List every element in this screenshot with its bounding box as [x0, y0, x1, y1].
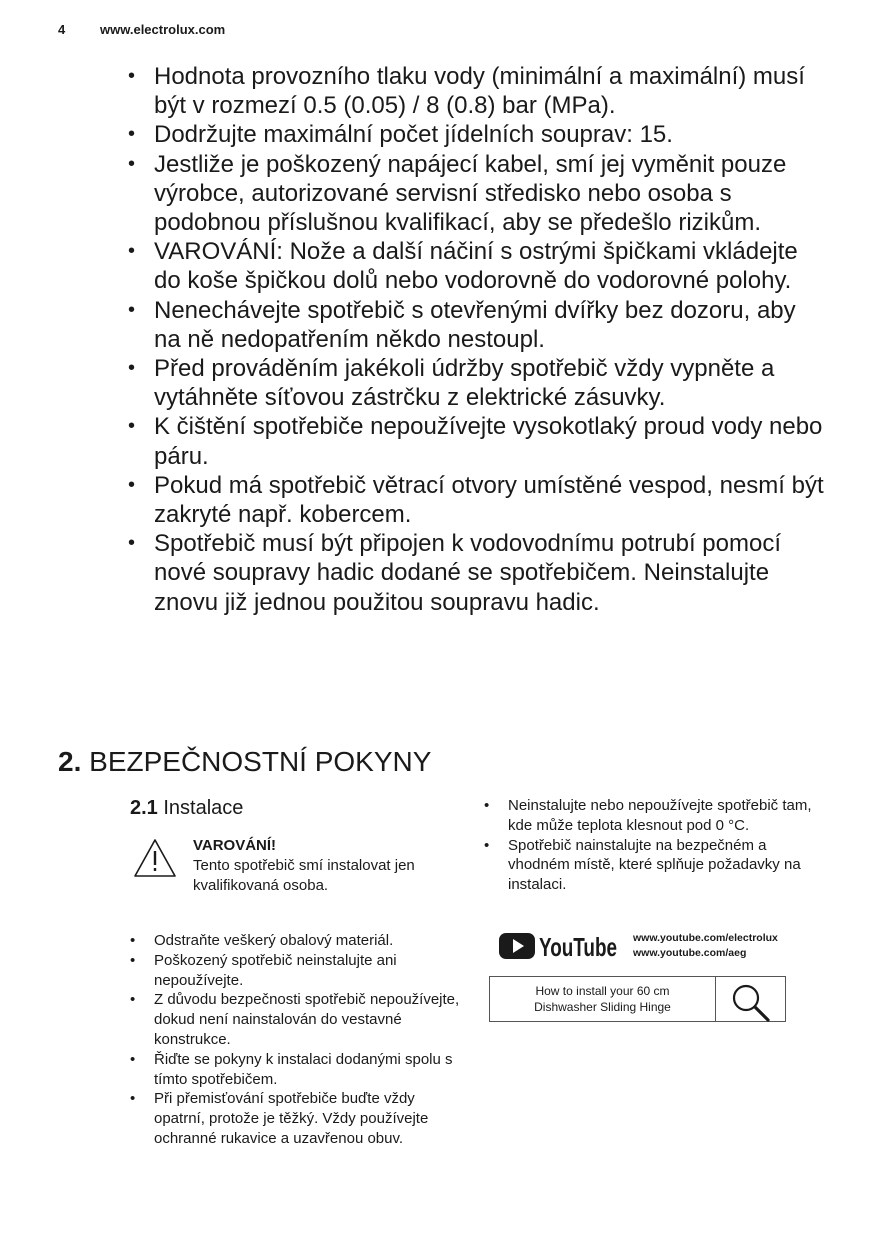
warning-box	[193, 836, 433, 896]
list-item: • Neinstalujte nebo nepoužívejte spotřebič tam, kde může teplota klesnout pod 0 °C.	[484, 797, 812, 834]
list-item: • Poškozený spotřebič neinstalujte ani nepoužívejte.	[130, 951, 397, 989]
section-title: 2. BEZPEČNOSTNÍ POKYNY	[58, 746, 432, 777]
site-url: www.electrolux.com	[100, 22, 226, 37]
warning-text: Tento spotřebič smí instalovat jen kvalifikovaná osoba.	[193, 857, 415, 894]
list-item: • Odstraňte veškerý obalový materiál.	[130, 932, 394, 949]
divider	[715, 977, 716, 1021]
list-item: • Před prováděním jakékoli údržby spotřebič vždy vypněte a vytáhněte síťovou zástrčku z elektrické zásuvky.	[128, 355, 775, 412]
list-item: • Jestliže je poškozený napájecí kabel, smí jej vyměnit pouze výrobce, autorizované servisní středisko nebo osoba s podobnou příslušnou kvalifikací, aby se předešlo rizikům.	[128, 150, 787, 237]
search-icon[interactable]	[726, 981, 778, 1023]
youtube-links	[633, 931, 778, 961]
svg-text:YouTube: YouTube	[539, 932, 617, 962]
warning-title: VAROVÁNÍ!	[193, 837, 277, 854]
list-item: • Z důvodu bezpečnosti spotřebič nepoužívejte, dokud není nainstalován do vestavné konstrukce.	[130, 991, 460, 1048]
youtube-logo[interactable]	[499, 930, 619, 962]
list-item: • Při přemisťování spotřebiče buďte vždy opatrní, protože je těžký. Vždy používejte ochranné rukavice a uzavřenou obuv.	[130, 1090, 429, 1147]
list-item: • Nenechávejte spotřebič s otevřenými dvířky bez dozoru, aby na ně nedopatřením někdo nestoupl.	[128, 296, 796, 353]
video-search-box[interactable]	[489, 976, 786, 1022]
list-item: • Pokud má spotřebič větrací otvory umístěné vespod, nesmí být zakryté např. kobercem.	[128, 471, 824, 529]
safety-list	[128, 62, 828, 617]
list-item: • K čištění spotřebiče nepoužívejte vysokotlaký proud vody nebo páru.	[128, 413, 823, 470]
list-item: • VAROVÁNÍ: Nože a další náčiní s ostrými špičkami vkládejte do koše špičkou dolů nebo vodorovně do vodorovné polohy.	[128, 238, 798, 295]
list-item: • Spotřebič musí být připojen k vodovodnímu potrubí pomocí nové soupravy hadic dodané se spotřebičem. Neinstalujte znovu již jednou použitou soupravu hadic.	[128, 530, 781, 616]
video-title: How to install your 60 cm Dishwasher Sliding Hinge	[534, 984, 671, 1014]
list-item: • Spotřebič nainstalujte na bezpečném a vhodném místě, které splňuje požadavky na instalaci.	[484, 836, 801, 894]
warning-triangle-icon	[133, 838, 177, 878]
list-item: • Řiďte se pokyny k instalaci dodanými spolu s tímto spotřebičem.	[130, 1050, 453, 1088]
youtube-link-electrolux[interactable]: www.youtube.com/electrolux	[633, 932, 778, 944]
list-item: • Hodnota provozního tlaku vody (minimální a maximální) musí být v rozmezí 0.5 (0.05) / 8 (0.8) bar (MPa).	[128, 63, 805, 120]
subsection-title: 2.1 Instalace	[130, 797, 244, 819]
page-number: 4	[58, 22, 66, 37]
list-item: • Dodržujte maximální počet jídelních souprav: 15.	[128, 121, 673, 149]
youtube-link-aeg[interactable]: www.youtube.com/aeg	[633, 947, 747, 959]
install-list-right	[484, 796, 814, 895]
install-list-left	[130, 931, 460, 1149]
